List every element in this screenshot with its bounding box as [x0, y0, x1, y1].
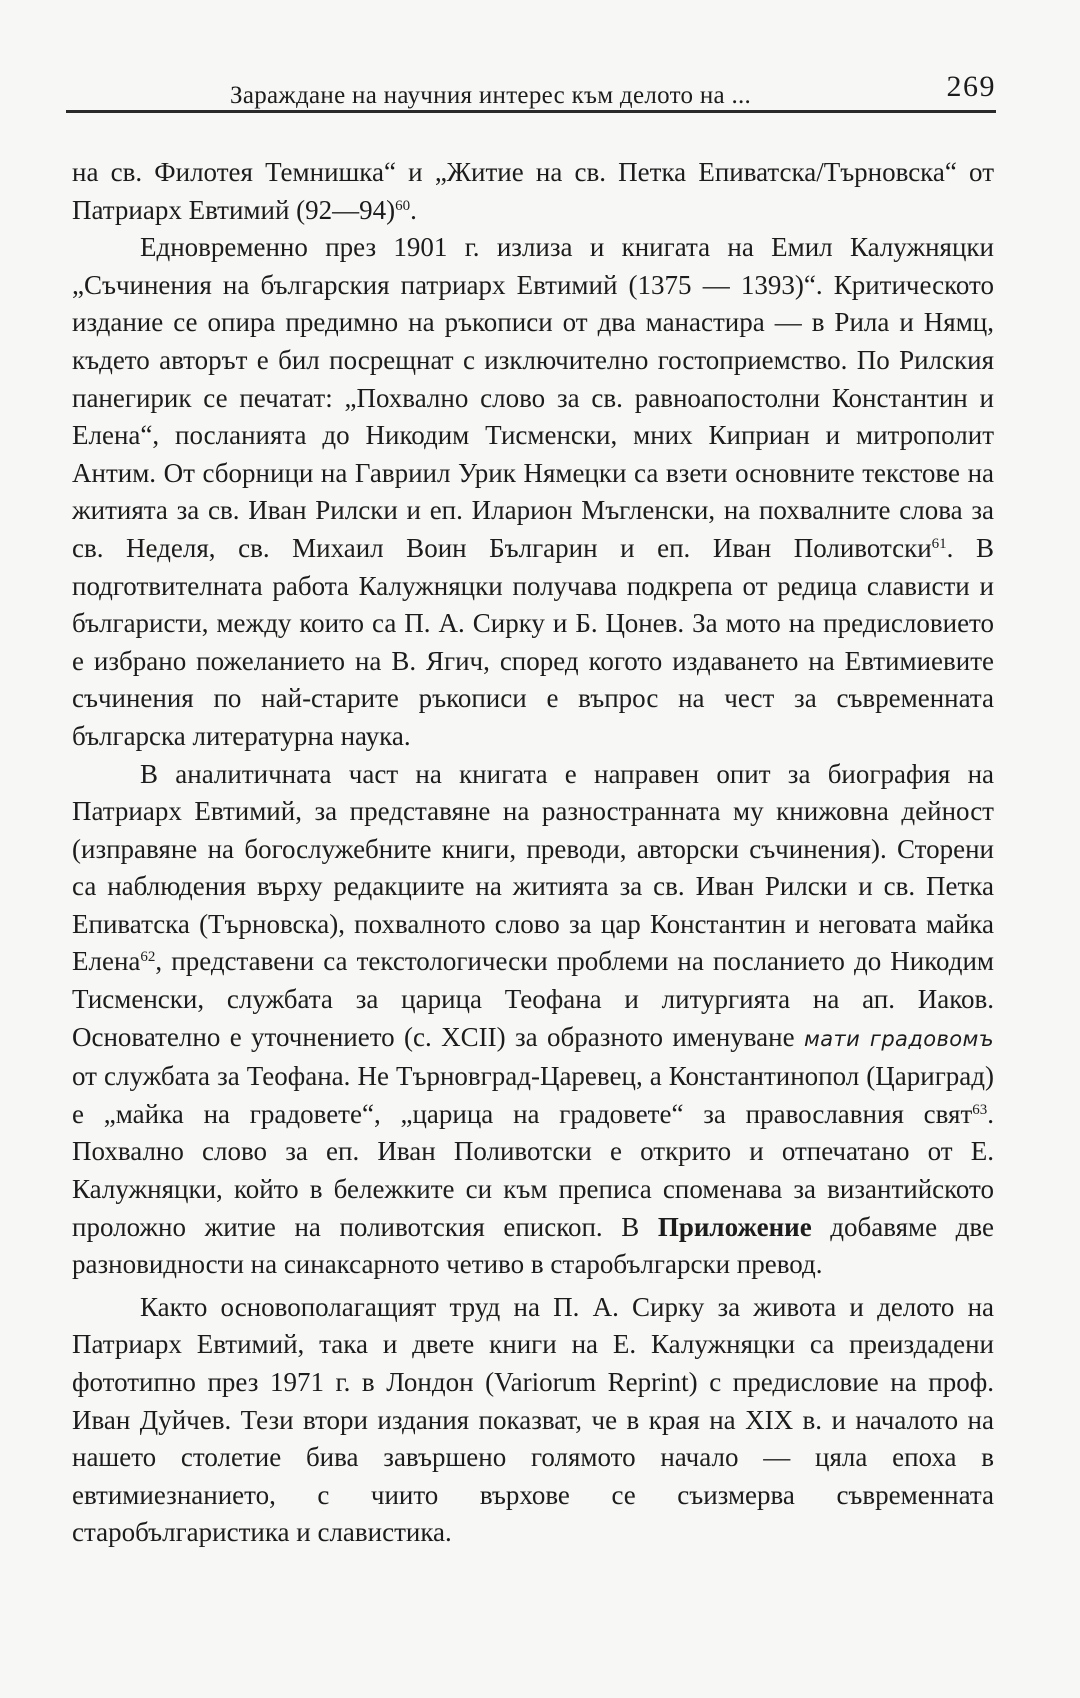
appendix-term: Приложение: [657, 1211, 812, 1242]
paragraph-text: Едновременно през 1901 г. излиза и книгата на Емил Калужняцки „Съчинения на българския патриарх Евтимий (1375 — 1393)“. Критическото издание се опира предимно на ръкописи от два манастира — в Рила и Нямц, където авторът е бил посрещнат с изключително гостоприемство. По Рилския панегирик се печатат: „Похвално слово за св. равноапостолни Константин и Елена“, посланията до Никодим Тисменски, мних Киприан и митрополит Антим. От сборници на Гавриил Урик Нямецки са взети основните текстове на житията за св. Иван Рилски и еп. Иларион Мъгленски, на похвалните слова за св. Неделя, св. Михаил Воин Българин и еп. Иван Поливотски: [72, 232, 994, 563]
page-number: 269: [946, 70, 996, 103]
paragraph-3: [72, 756, 994, 1284]
paragraph-2: [72, 229, 994, 755]
paragraph-text: . Похвално слово за еп. Иван Поливотски е открито и отпечатано от Е. Калужняцки, който в бележките си към преписа споменава за византийското проложно житие на поливотския епископ. В: [72, 1098, 994, 1242]
footnote-ref-60: 60: [395, 197, 411, 214]
footnote-ref-63: 63: [972, 1101, 988, 1118]
old-slavonic-quote: мати градовомъ: [803, 1026, 994, 1051]
paragraph-text: Както основополагащият труд на П. А. Сирку за живота и делото на Патриарх Евтимий, така и двете книги на Е. Калужняцки са преиздадени фототипно през 1971 г. в Лондон (Variorum Reprint) с предисловие на проф. Иван Дуйчев. Тези втори издания показват, че в края на XIX в. и началото на нашето столетие бива завършено голямото начало — цяла епоха в евтимиезнанието, с чиито върхове се съизмерва съвременната старобългаристика и славистика.: [72, 1291, 994, 1548]
running-header: [72, 66, 996, 109]
body-text: [72, 154, 994, 1552]
footnote-ref-61: 61: [931, 535, 947, 552]
running-title: Зараждане на научния интерес към делото на ...: [230, 82, 752, 109]
paragraph-text: В аналитичната част на книгата е направен опит за биография на Патриарх Евтимий, за представяне на разностранната му книжовна дейност (изправяне на богослужебните книги, преводи, авторски съчинения). Сторени са наблюдения върху редакциите на житията за св. Иван Рилски и св. Петка Епиватска (Търновска), похвалното слово за цар Константин и неговата майка Елена: [72, 758, 994, 977]
paragraph-text: . В подготвителната работа Калужняцки получава подкрепа от редица слависти и българисти, между които са П. А. Сирку и Б. Цонев. За мото на предисловието е избрано пожеланието на В. Ягич, според когото издаването на Евтимиевите съчинения по най-старите ръкописи е въпрос на чест за съвременната българска литературна наука.: [72, 532, 994, 751]
paragraph-1: [72, 154, 994, 229]
footnote-ref-62: 62: [140, 949, 156, 966]
header-rule: [66, 110, 996, 113]
paragraph-text: от службата за Теофана. Не Търновград-Царевец, а Константинопол (Цариград) е „майка на градовете“, „царица на градовете“ за православния свят: [72, 1061, 994, 1129]
paragraph-text: .: [410, 194, 417, 225]
paragraph-text: , представени са текстологически проблеми на посланието до Никодим Тисменски, службата за царица Теофана и литургията на ап. Иаков. Основателно е уточнението (с. XCII) за образното именуване: [72, 946, 994, 1052]
paragraph-4: [72, 1289, 994, 1552]
paragraph-text: на св. Филотея Темнишка“ и „Житие на св. Петка Епиватска/Търновска“ от Патриарх Евтимий (92—94): [72, 157, 994, 225]
paragraph-text: добавяме две разновидности на синаксарното четиво в старобългарски превод.: [72, 1211, 994, 1280]
